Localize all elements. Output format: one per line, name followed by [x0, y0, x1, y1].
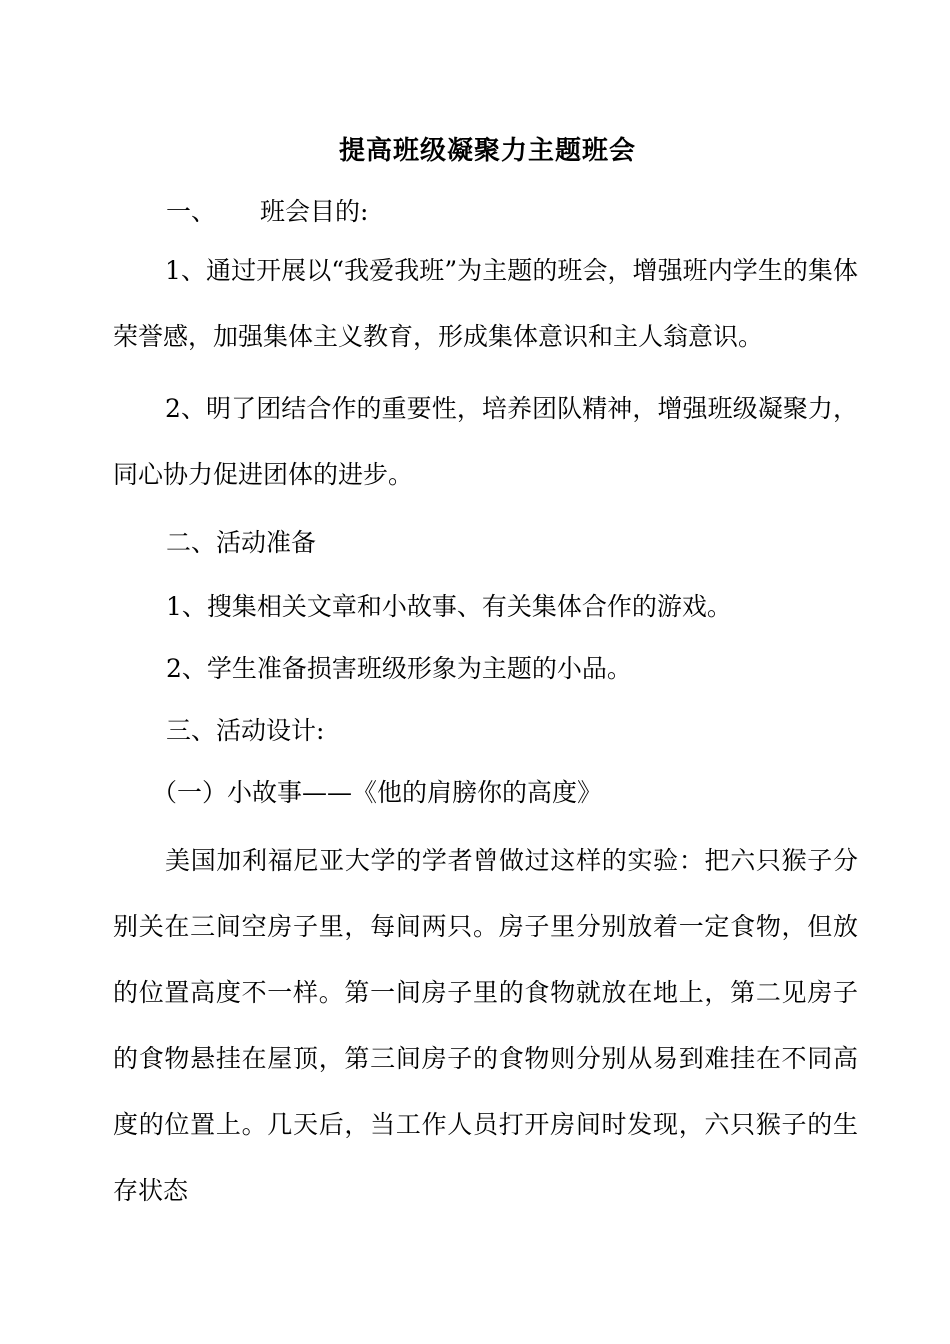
paragraph-goal-1: 1、通过开展以“我爱我班”为主题的班会，增强班内学生的集体荣誉感，加强集体主义教育，形成集体意识和主人翁意识。 — [113, 256, 858, 351]
section1-heading — [166, 195, 368, 229]
document-title: 提高班级凝聚力主题班会 — [338, 136, 636, 166]
prep-item-2: 2、学生准备损害班级形象为主题的小品。 — [166, 654, 632, 683]
section2-heading: 二、活动准备 — [166, 528, 317, 557]
story-paragraph: 美国加利福尼亚大学的学者曾做过这样的实验：把六只猴子分别关在三间空房子里，每间两只。房子里分别放着一定食物，但放的位置高度不一样。第一间房子里的食物就放在地上，第二见房子的食物悬挂在屋顶，第三间房子的食物则分别从易到难挂在不同高度的位置上。几天后，当工作人员打开房间时发现，六只猴子的生存状态 — [113, 846, 858, 1205]
subsection1-heading: （一）小故事——《他的肩膀你的高度》 — [152, 778, 603, 807]
prep-item-1: 1、搜集相关文章和小故事、有关集体合作的游戏。 — [166, 592, 732, 621]
section1-heading-number: 一、 — [166, 197, 217, 226]
section3-heading: 三、活动设计: — [166, 716, 325, 745]
section1-heading-text: 班会目的: — [260, 197, 369, 226]
paragraph-goal-2: 2、明了团结合作的重要性，培养团队精神，增强班级凝聚力，同心协力促进团体的进步。 — [113, 394, 858, 489]
